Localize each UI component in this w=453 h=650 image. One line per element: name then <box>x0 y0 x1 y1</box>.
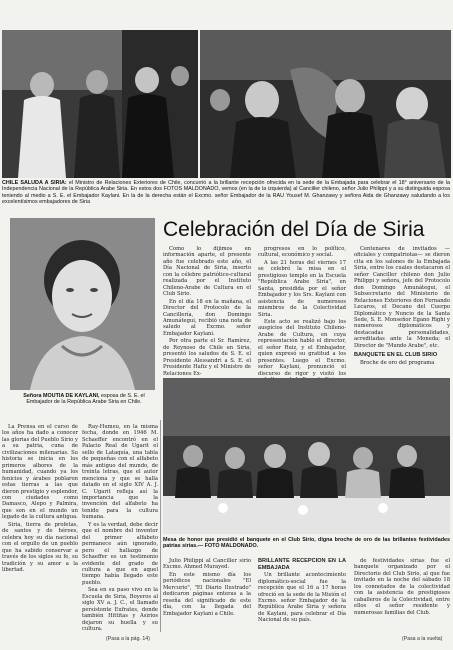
article-col-2 <box>258 246 346 377</box>
photo-banquet <box>163 378 450 534</box>
paragraph: Y es la verdad, debe decir que el nombre del inventor del primer alfabeto permanece aún ignorado, pero el hallazgo de Schaeffer es un testimonio evidente del grado de cultura a que en aquel tiempo había llegado este pueblo. <box>82 521 158 586</box>
lower-col-article-2 <box>258 558 346 634</box>
continued-note-left: (Pasa a la pág. 14) <box>106 636 150 642</box>
paragraph: En este mismo día los periódicos nacionales "El Mercurio", "El Diario Ilustrado" dedicaron páginas enteras a la reseña del significado de este día, con la llegada del Embajador Kaylani a Chile. <box>163 571 251 617</box>
banquet-caption <box>163 537 450 550</box>
paragraph: Julio Philippi al Canciller sirio Excmo. Ahmed Murayed. <box>163 558 251 571</box>
lower-col-left <box>2 424 78 628</box>
subheading-banquete: BANQUETE EN EL CLUB SIRIO <box>354 352 438 359</box>
top-caption-lead: CHILE SALUDA A SIRIA: <box>2 180 67 186</box>
paragraph: Como lo dijimos en información aparte, el presente año fue celebrado este año, el Día Nacional de Siria, inserto con la célebre patriótico-cultural realizada por el Instituto Chileno-Arabe de Cultura en el Club Sirio. <box>163 246 251 298</box>
top-photo-caption <box>2 180 450 206</box>
subheading-recepcion: BRILLANTE RECEPCION EN LA EMBAJADA <box>258 558 346 571</box>
lower-col-article-3 <box>354 558 450 634</box>
paragraph: La Prensa en el curso de los años ha dado a conocer las glorias del Pueblo Sirio y a su patria, cuna de civilizaciones milenarias. Su historia se inicia en los primeros albores de la humanidad, cuando ya los fenicios y árabes poblaron estas tierras a las que dieron prestigio y esplendor, con ciudades como Damasco, Alepo y Palmira, que son en el mundo un legado de la cultura antigua. <box>2 424 78 521</box>
paragraph: Sea en su paso vivo en la Escuela de Siria, Boyeros al siglo XV a. J. C., el llamado persistente Eufrates, donde también Hittitas y Asirios dejaron su huella y su cultura. <box>82 587 158 633</box>
portrait-caption-lead: Señora MOUTIA DE KAYLANI, <box>23 393 100 399</box>
paragraph: progresos en lo político, cultural, económico y social. <box>258 246 346 259</box>
lower-col-article-1 <box>163 558 251 634</box>
article-col-1 <box>163 246 251 377</box>
paragraph: Siria, tierra de profetas, de santos y de héroes, celebra hoy su día nacional con el orgullo de un pueblo que ha sabido conservar a través de los siglos su fe, su tradición y su amor a la libertad. <box>2 521 78 573</box>
paragraph: de festividades sirias fue el banquete organizado por el Directorio del Club Sirio, al que fue invitado en la noche del sábado 18 los connotados de la colectividad con la asistencia de prestigiosos caballeros de la Colectividad, entre ellos el señor residente y numerosas familias del Club. <box>354 558 450 616</box>
lower-col-mid <box>82 424 158 633</box>
top-caption-text: el Ministro de Relaciones Exteriores de Chile, concurrió a la brillante recepción ofrecida en la sede de la Embajada para celebrar el 18° aniversario de la Independencia Nacional de la República Arabe Siria. En estos dos FOTOS MALDONADO, vemos (en la de la izquierda) al Canciller chileno, señor Julio Philippi y a su distinguida esposa teniendo al medio a S. E. el Embajador Kaylani. En la de la derecha están el Excmo. señor Embajador de la RAU Yousef M. Ghanzawy y señora Aida de Ghanzawy saludando a los excelentísimos embajadores de Siria <box>2 180 450 206</box>
column-divider <box>160 420 161 632</box>
continued-note-right: (Pasa a la vuelta) <box>402 636 443 642</box>
article-col-3 <box>354 246 450 374</box>
photo-portrait <box>10 218 155 390</box>
paragraph: A las 21 horas del viernes 17 se celebró la misa en el prestigioso templo en la Escuela "República Arabe Siria", en Santa, presidida por el señor Embajador y los Srs. Kaylani con asistencia de numerosos miembros de la Colectividad Siria. <box>258 259 346 318</box>
banquet-caption-text: Mesa de honor que presidió el banquete en el Club Sirio, digna broche de oro de las brillantes festividades patrias sirias.— FOTO MALDONADO. <box>163 537 450 550</box>
portrait-caption <box>10 393 158 406</box>
paragraph: Centenares de invitados — oficiales y compatriotas— se dieron cita en los salones de la Embajada Siria, entre los cuales destacaron el señor Canciller chileno don Julio Philippi y señora, jefe del Protocolo don Domingo Amunátegui, el Subsecretario del Ministerio de Relaciones Exteriores don Fernando Lecaros, el Decano del Cuerpo Diplomático y Nuncio de la Santa Sede, S. E. Monseñor Egano Righi y numerosos diplomáticos y destacadas personalidades, acreditadas ante la Moneda; el Director de "Mundo Arabe", etc. <box>354 246 450 349</box>
paragraph: Este acto se realizó bajo los auspicios del Instituto Chileno-Arabe de Cultura, en cuya representación habló el director, el señor Ruiz, y el Embajador, quien expresó su gratitud a los presentes. Luego el Excmo. señor Kaylani, pronunció el discurso de rigor y visitó los <box>258 318 346 377</box>
photo-top-right <box>200 30 451 178</box>
paragraph: Broche de oro del programa <box>360 359 435 366</box>
photo-top-left <box>2 30 198 178</box>
paragraph: Ray-Humeu, en la misma fecha, donde en 1946 M. Schaeffer encontró en el Palacio Real de Ugarit el sello de Lataquía, una tabla de pequeñas con el alfabeto más antiguo del mundo, de treinta letras, que el autor menciona y que se halla datado en el siglo XIV A. J. C. Ugarit refleja así la importancia que la invención del alfabeto ha tenido para la cultura humana. <box>82 424 158 521</box>
paragraph: En el día 18 en la mañana, el Director del Protocolo de la Cancillería, don Domingo Amunátegui, recibió una nota de saludo al Excmo. señor Embajador Kaylani. <box>163 298 251 337</box>
portrait-caption-text: esposa de S. E. el Embajador de la República Arabe Siria en Chile. <box>26 393 145 406</box>
paragraph: Un brillante acontecimiento diplomático-social fue la recepción que el 16 a 17 horas ofreció en la sede de la Misión el Excmo. señor Embajador de la República Arabe Siria y señora de Kaylani, para celebrar el Día Nacional de su país. <box>258 572 346 624</box>
article-headline: Celebración del Día de Siria <box>163 218 425 241</box>
paragraph: Por otra parte el Sr. Ramírez, de Reynoso de Chile en Siria, presentó los saludos de S. E. el Presidente Alessandri a S. E. el Presidente Hafiz y el Ministro de Relaciones Ex- <box>163 338 251 377</box>
